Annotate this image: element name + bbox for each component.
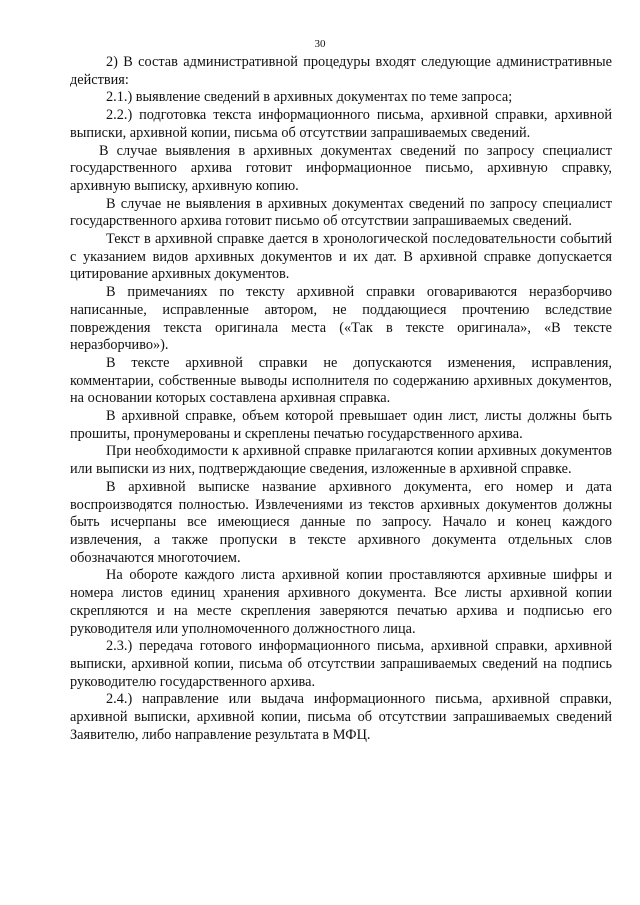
paragraph: В случае не выявления в архивных документах сведений по запросу специалист государственного архива готовит письмо об отсутствии запрашиваемых сведений. (70, 195, 612, 230)
paragraph: Текст в архивной справке дается в хронологической последовательности событий с указанием видов архивных документов и их дат. В архивной справке допускается цитирование архивных документов. (70, 231, 612, 283)
page-number: 30 (314, 38, 326, 50)
paragraph: В примечаниях по тексту архивной справки оговариваются неразборчиво написанные, исправленные автором, не поддающиеся прочтению вследствие повреждения текста оригинала места («Так в тексте оригинала», «В тексте неразборчиво»). (70, 284, 612, 354)
paragraph: При необходимости к архивной справке прилагаются копии архивных документов или выписки из них, подтверждающие сведения, изложенные в архивной справке. (70, 443, 612, 478)
paragraph: 2.3.) передача готового информационного письма, архивной справки, архивной выписки, архивной копии, письма об отсутствии запрашиваемых сведений на подпись руководителю государственного архива. (70, 638, 612, 690)
paragraph: 2.4.) направление или выдача информационного письма, архивной справки, архивной выписки, архивной копии, письма об отсутствии запрашиваемых сведений Заявителю, либо направление результата в МФЦ. (70, 691, 612, 743)
paragraph: В архивной справке, объем которой превышает один лист, листы должны быть прошиты, пронумерованы и скреплены печатью государственного архива. (70, 408, 612, 442)
paragraph: На обороте каждого листа архивной копии проставляются архивные шифры и номера листов единиц хранения архивного документа. Все листы архивной копии скрепляются и на месте скрепления заверяются печатью архива и подписью его руководителя или уполномоченного должностного лица. (70, 567, 612, 637)
paragraph: В случае выявления в архивных документах сведений по запросу специалист государственного архива готовит информационное письмо, архивную справку, архивную выписку, архивную копию. (70, 142, 612, 194)
paragraph: 2.2.) подготовка текста информационного письма, архивной справки, архивной выписки, архивной копии, письма об отсутствии запрашиваемых сведений. (70, 107, 612, 141)
document-body (70, 54, 612, 744)
paragraph: 2) В состав административной процедуры входят следующие административные действия: (70, 54, 612, 88)
paragraph: В архивной выписке название архивного документа, его номер и дата воспроизводятся полностью. Извлечениями из текстов архивных документов должны быть исчерпаны все имеющиеся данные по запросу. Начало и конец каждого извлечения, а также пропуски в тексте архивного документа отдельных слов обозначаются многоточием. (70, 478, 612, 566)
paragraph: В тексте архивной справки не допускаются изменения, исправления, комментарии, собственные выводы исполнителя по содержанию архивных документов, на основании которых составлена архивная справка. (70, 354, 612, 407)
paragraph: 2.1.) выявление сведений в архивных документах по теме запроса; (106, 89, 513, 106)
